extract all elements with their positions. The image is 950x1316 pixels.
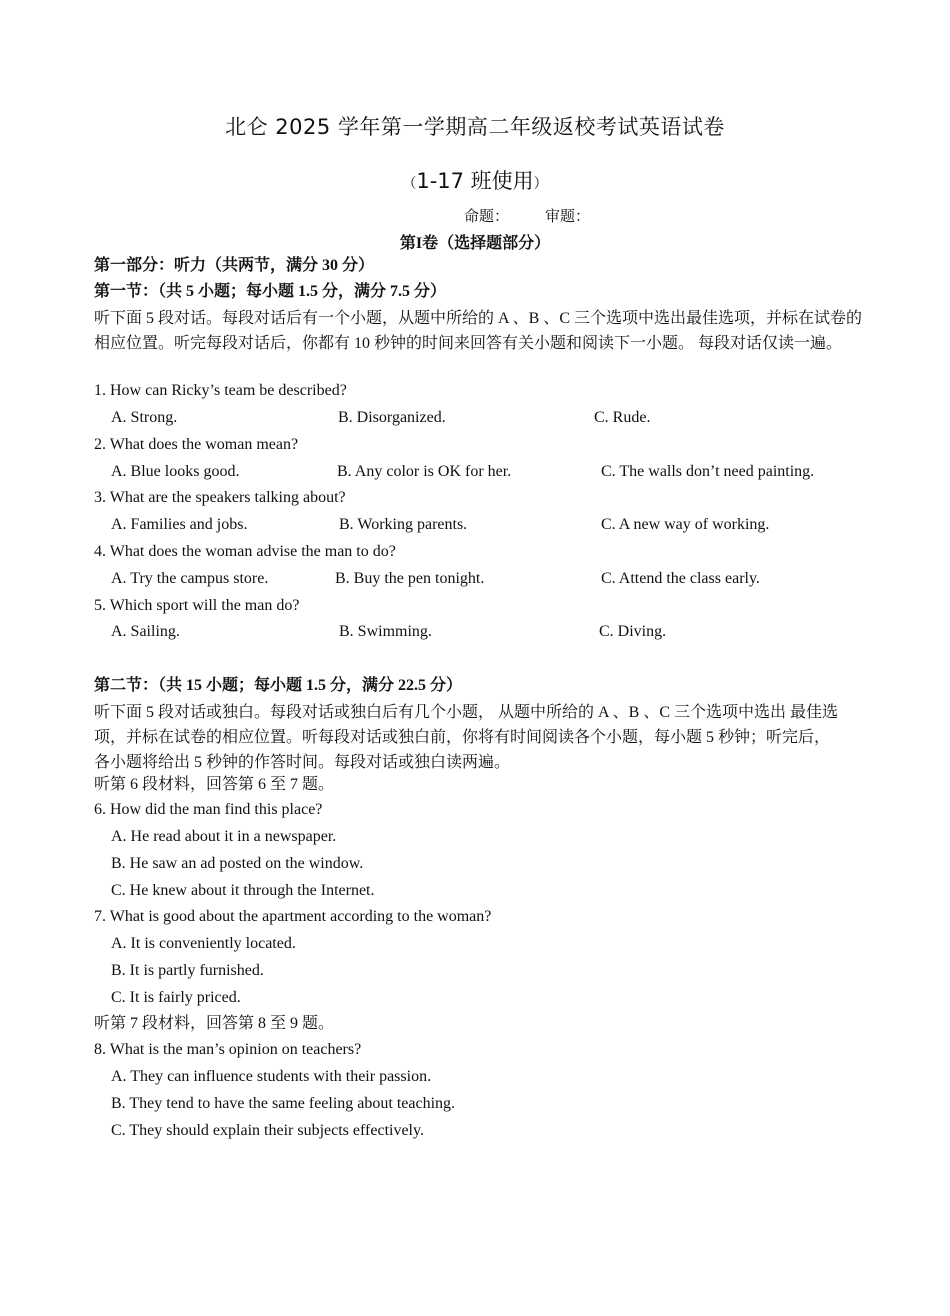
material-6-note: 听第 6 段材料，回答第 6 至 7 题。 xyxy=(94,776,335,793)
exam-title: 北仑 2025 学年第一学期高二年级返校考试英语试卷 xyxy=(225,115,725,139)
question-6: 6. How did the man find this place? xyxy=(94,801,323,818)
q8-option-a: A. They can influence students with their passion. xyxy=(111,1068,432,1085)
q5-option-b: B. Swimming. xyxy=(339,623,432,640)
question-3: 3. What are the speakers talking about? xyxy=(94,489,346,506)
section2-instructions: 听下面 5 段对话或独白。每段对话或独白后有几个小题， 从题中所给的 A 、B 、C 三个选项中选出 最佳选项，并标在试卷的相应位置。听每段对话或独白前，你将有时间阅读各个小题，每小题 5 秒钟；听完后，各小题将给出 5 秒钟的作答时间。每段对话或独白读两遍。 xyxy=(94,704,839,771)
exam-subtitle xyxy=(0,165,950,195)
q2-option-b: B. Any color is OK for her. xyxy=(337,463,512,480)
question-8: 8. What is the man’s opinion on teachers? xyxy=(94,1041,362,1058)
q6-option-c: C. He knew about it through the Internet. xyxy=(111,882,375,899)
question-5: 5. Which sport will the man do? xyxy=(94,597,300,614)
section1-title: 第一节：（共 5 小题；每小题 1.5 分，满分 7.5 分） xyxy=(94,283,447,300)
author-line xyxy=(464,205,626,226)
q2-option-a: A. Blue looks good. xyxy=(111,463,240,480)
q6-option-b: B. He saw an ad posted on the window. xyxy=(111,855,364,872)
question-2: 2. What does the woman mean? xyxy=(94,436,299,453)
q1-option-c: C. Rude. xyxy=(594,409,651,426)
q7-option-a: A. It is conveniently located. xyxy=(111,935,296,952)
q8-option-b: B. They tend to have the same feeling about teaching. xyxy=(111,1095,456,1112)
q5-option-a: A. Sailing. xyxy=(111,623,180,640)
q6-option-a: A. He read about it in a newspaper. xyxy=(111,828,337,845)
q7-option-b: B. It is partly furnished. xyxy=(111,962,264,979)
q5-option-c: C. Diving. xyxy=(599,623,667,640)
question-4: 4. What does the woman advise the man to do? xyxy=(94,543,396,560)
q4-option-a: A. Try the campus store. xyxy=(111,570,269,587)
q4-option-b: B. Buy the pen tonight. xyxy=(335,570,485,587)
q1-option-b: B. Disorganized. xyxy=(338,409,446,426)
q3-option-c: C. A new way of working. xyxy=(601,516,770,533)
q8-option-c: C. They should explain their subjects effectively. xyxy=(111,1122,424,1139)
material-7-note: 听第 7 段材料，回答第 8 至 9 题。 xyxy=(94,1015,335,1032)
q2-option-c: C. The walls don’t need painting. xyxy=(601,463,815,480)
part1-title: 第一部分：听力（共两节，满分 30 分） xyxy=(94,257,375,274)
q4-option-c: C. Attend the class early. xyxy=(601,570,760,587)
subtitle-text: 1-17 班使用 xyxy=(416,169,534,193)
question-7: 7. What is good about the apartment according to the woman? xyxy=(94,908,492,925)
reviewer-label: 审题： xyxy=(545,209,591,225)
subtitle-open-paren: （ xyxy=(402,176,417,192)
question-1: 1. How can Ricky’s team be described? xyxy=(94,382,347,399)
author-label: 命题： xyxy=(464,209,510,225)
section2-title: 第二节：（共 15 小题；每小题 1.5 分，满分 22.5 分） xyxy=(94,677,463,694)
subtitle-close-paren: ） xyxy=(533,176,548,192)
section1-instructions: 听下面 5 段对话。每段对话后有一个小题，从题中所给的 A 、B 、C 三个选项中选出最佳选项，并标在试卷的相应位置。听完每段对话后，你都有 10 秒钟的时间来回答有关小题和阅读下一小题。 每段对话仅读一遍。 xyxy=(94,310,863,352)
q3-option-a: A. Families and jobs. xyxy=(111,516,248,533)
volume-title: 第I卷（选择题部分） xyxy=(399,235,551,252)
q3-option-b: B. Working parents. xyxy=(339,516,468,533)
q1-option-a: A. Strong. xyxy=(111,409,178,426)
q7-option-c: C. It is fairly priced. xyxy=(111,989,241,1006)
